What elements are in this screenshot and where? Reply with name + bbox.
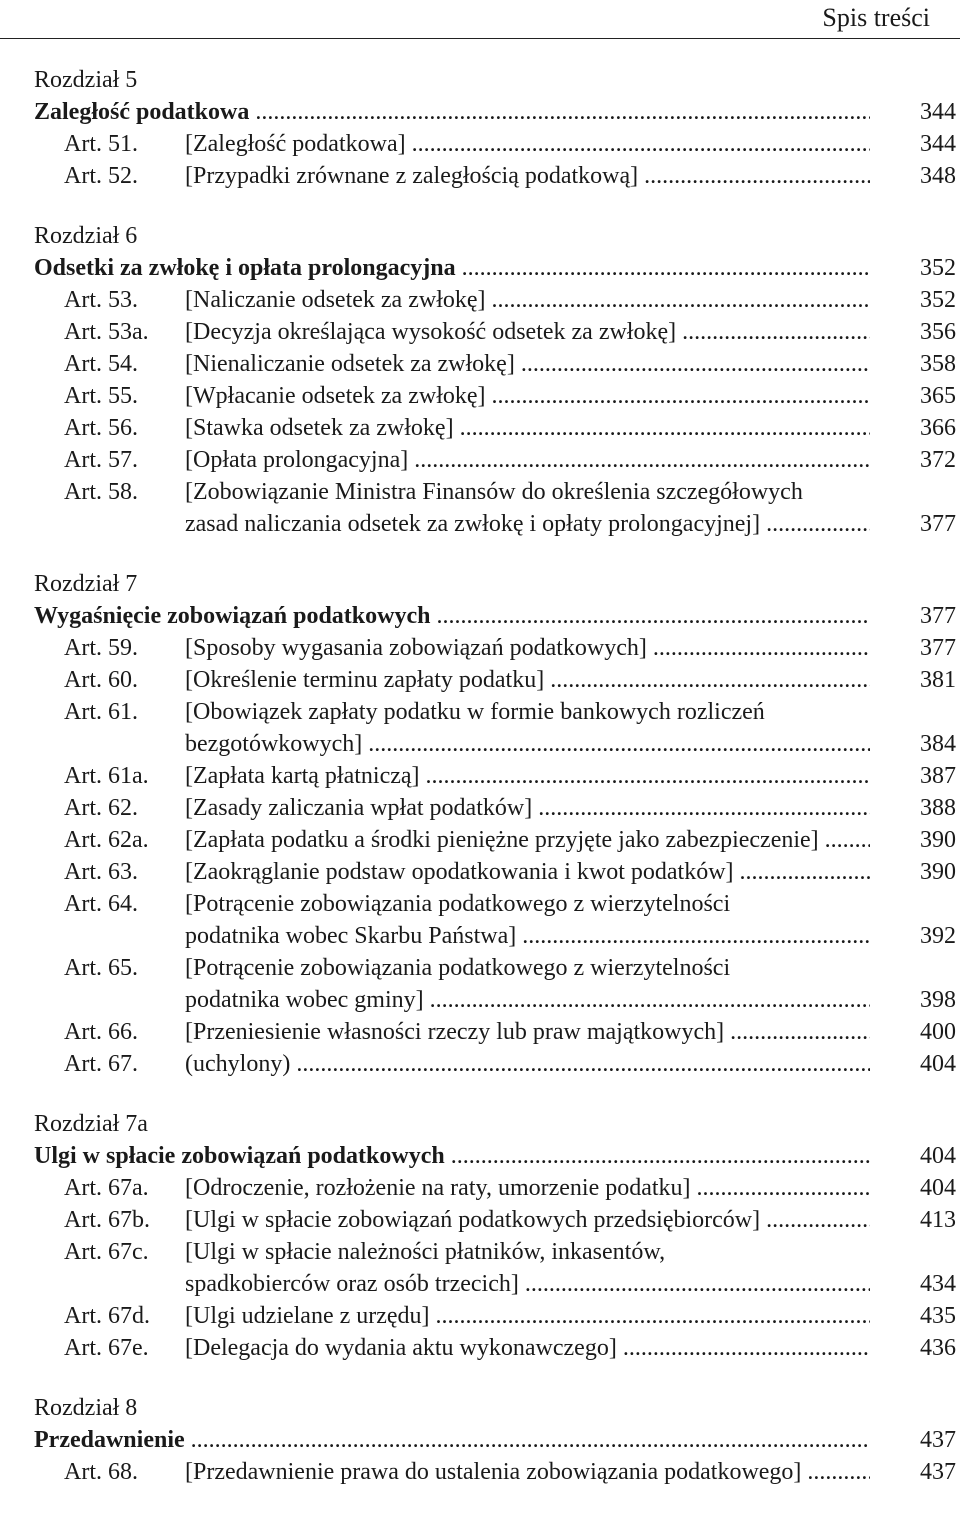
page-number: 344: [920, 131, 956, 157]
entry-line: [185, 1048, 870, 1080]
chapter-title-link[interactable]: [0, 252, 960, 284]
entry-line: [185, 664, 870, 696]
entry-line-text: spadkobierców oraz osób trzecich] .....: [185, 1268, 870, 1300]
toc-entry[interactable]: [0, 792, 960, 824]
entry-text: [34, 1140, 870, 1172]
entry-line: [185, 476, 870, 508]
entry-text: [185, 632, 870, 664]
page-number: 437: [920, 1459, 956, 1485]
toc-entry[interactable]: [0, 760, 960, 792]
entry-line-text: [Wpłacanie odsetek za zwłokę] .....: [185, 380, 870, 412]
page-number: 377: [920, 511, 956, 537]
article-number: Art. 67e.: [64, 1335, 149, 1361]
entry-text: [185, 824, 870, 856]
toc-entry[interactable]: [0, 632, 960, 664]
entry-line-text: [Opłata prolongacyjna] .....: [185, 444, 870, 476]
entry-text: [185, 664, 870, 696]
chapter-section: [0, 1108, 960, 1364]
entry-line: [185, 444, 870, 476]
page-number: 377: [920, 603, 956, 629]
toc-entry[interactable]: [0, 412, 960, 444]
toc-entry[interactable]: [0, 664, 960, 696]
toc-entry[interactable]: [0, 1016, 960, 1048]
entry-line: [185, 856, 870, 888]
toc-entry[interactable]: [0, 696, 960, 760]
article-number: Art. 61a.: [64, 763, 149, 789]
chapter-section: [0, 1392, 960, 1488]
article-number: Art. 58.: [64, 479, 138, 505]
entry-line: [185, 1268, 870, 1300]
entry-line: [34, 1140, 870, 1172]
entry-text: [185, 476, 870, 540]
page-number: 413: [920, 1207, 956, 1233]
article-number: Art. 52.: [64, 163, 138, 189]
entry-text: [185, 1456, 870, 1488]
article-number: Art. 64.: [64, 891, 138, 917]
table-of-contents: [0, 64, 960, 1516]
entry-line: [185, 1016, 870, 1048]
entry-line-text: [Potrącenie zobowiązania podatkowego z wierzytelności: [185, 891, 731, 917]
entry-text: [185, 128, 870, 160]
entry-line-text: [Delegacja do wydania aktu wykonawczego] .....: [185, 1332, 870, 1364]
page-number: 384: [920, 731, 956, 757]
article-number: Art. 67c.: [64, 1239, 149, 1265]
toc-entry[interactable]: [0, 1236, 960, 1300]
toc-entry[interactable]: [0, 952, 960, 1016]
page-number: 388: [920, 795, 956, 821]
entry-text: [185, 1048, 870, 1080]
entry-line: [185, 1236, 870, 1268]
entry-line: [185, 1456, 870, 1488]
page-number: 381: [920, 667, 956, 693]
chapter-label: Rozdział 8: [34, 1395, 138, 1421]
entry-line-text: Odsetki za zwłokę i opłata prolongacyjna .....: [34, 252, 870, 284]
page-number: 404: [920, 1175, 956, 1201]
chapter-label: Rozdział 6: [34, 223, 138, 249]
entry-line-text: [Obowiązek zapłaty podatku w formie bankowych rozliczeń: [185, 699, 765, 725]
entry-line-text: podatnika wobec gminy] .....: [185, 984, 870, 1016]
article-number: Art. 54.: [64, 351, 138, 377]
entry-line-text: Ulgi w spłacie zobowiązań podatkowych .....: [34, 1140, 870, 1172]
article-number: Art. 65.: [64, 955, 138, 981]
entry-line-text: Zaległość podatkowa .....: [34, 96, 870, 128]
entry-line: [185, 1172, 870, 1204]
article-number: Art. 66.: [64, 1019, 138, 1045]
entry-line: [185, 316, 870, 348]
page-header: [0, 0, 960, 39]
toc-entry[interactable]: [0, 444, 960, 476]
toc-entry[interactable]: [0, 1300, 960, 1332]
chapter-title-link[interactable]: [0, 96, 960, 128]
entry-line-text: [Stawka odsetek za zwłokę] .....: [185, 412, 870, 444]
chapter-section: [0, 568, 960, 1080]
entry-line-text: [Określenie terminu zapłaty podatku] .....: [185, 664, 870, 696]
entry-line-text: [Przeniesienie własności rzeczy lub praw majątkowych] .....: [185, 1016, 870, 1048]
chapter-title-link[interactable]: [0, 1140, 960, 1172]
page-number: 398: [920, 987, 956, 1013]
entry-line-text: [Zapłata kartą płatniczą] .....: [185, 760, 870, 792]
entry-text: [185, 1236, 870, 1300]
chapter-title-link[interactable]: [0, 1424, 960, 1456]
entry-text: [34, 96, 870, 128]
entry-line: [185, 160, 870, 192]
toc-entry[interactable]: [0, 1456, 960, 1488]
entry-line-text: [Ulgi udzielane z urzędu] .....: [185, 1300, 870, 1332]
article-number: Art. 51.: [64, 131, 138, 157]
page-header-title: Spis treści: [822, 3, 930, 32]
page-number: 436: [920, 1335, 956, 1361]
entry-line: [185, 1332, 870, 1364]
entry-line: [185, 284, 870, 316]
page-number: 390: [920, 827, 956, 853]
entry-line-text: [Przypadki zrównane z zaległością podatkową] .....: [185, 160, 870, 192]
entry-line: [34, 600, 870, 632]
entry-line-text: bezgotówkowych] .....: [185, 728, 870, 760]
page-number: 348: [920, 163, 956, 189]
page-number: 404: [920, 1143, 956, 1169]
entry-line-text: zasad naliczania odsetek za zwłokę i opłaty prolongacyjnej] .....: [185, 508, 870, 540]
entry-line: [34, 252, 870, 284]
entry-line: [185, 760, 870, 792]
page-number: 365: [920, 383, 956, 409]
entry-text: [185, 1016, 870, 1048]
article-number: Art. 56.: [64, 415, 138, 441]
page-number: 366: [920, 415, 956, 441]
article-number: Art. 67b.: [64, 1207, 150, 1233]
article-number: Art. 61.: [64, 699, 138, 725]
entry-line-text: [Ulgi w spłacie należności płatników, inkasentów,: [185, 1239, 666, 1265]
page-number: 352: [920, 287, 956, 313]
entry-line-text: [Ulgi w spłacie zobowiązań podatkowych przedsiębiorców] .....: [185, 1204, 870, 1236]
entry-text: [185, 412, 870, 444]
article-number: Art. 62a.: [64, 827, 149, 853]
page-number: 387: [920, 763, 956, 789]
entry-text: [185, 856, 870, 888]
page-number: 372: [920, 447, 956, 473]
entry-line-text: [Przedawnienie prawa do ustalenia zobowiązania podatkowego] .....: [185, 1456, 870, 1488]
entry-line-text: [Zaokrąglanie podstaw opodatkowania i kwot podatków] .....: [185, 856, 870, 888]
page-number: 377: [920, 635, 956, 661]
entry-line: [185, 728, 870, 760]
toc-entry[interactable]: [0, 160, 960, 192]
entry-line-text: [Decyzja określająca wysokość odsetek za zwłokę] .....: [185, 316, 870, 348]
entry-text: [185, 348, 870, 380]
entry-line: [185, 412, 870, 444]
entry-text: [185, 792, 870, 824]
entry-text: [185, 1300, 870, 1332]
entry-line-text: [Sposoby wygasania zobowiązań podatkowych] .....: [185, 632, 870, 664]
chapter-section: [0, 220, 960, 540]
toc-entry[interactable]: [0, 1172, 960, 1204]
toc-entry[interactable]: [0, 856, 960, 888]
page-number: 437: [920, 1427, 956, 1453]
entry-line: [185, 888, 870, 920]
entry-line-text: [Naliczanie odsetek za zwłokę] .....: [185, 284, 870, 316]
page-number: 435: [920, 1303, 956, 1329]
entry-line: [185, 1204, 870, 1236]
toc-entry[interactable]: [0, 316, 960, 348]
toc-entry[interactable]: [0, 888, 960, 952]
entry-text: [185, 1172, 870, 1204]
page-number: 352: [920, 255, 956, 281]
article-number: Art. 67.: [64, 1051, 138, 1077]
entry-line-text: podatnika wobec Skarbu Państwa] .....: [185, 920, 870, 952]
article-number: Art. 63.: [64, 859, 138, 885]
entry-line-text: Przedawnienie .....: [34, 1424, 870, 1456]
entry-text: [185, 952, 870, 1016]
page-number: 356: [920, 319, 956, 345]
toc-entry[interactable]: [0, 824, 960, 856]
chapter-section: [0, 64, 960, 192]
article-number: Art. 53a.: [64, 319, 149, 345]
entry-line: [185, 984, 870, 1016]
entry-line: [185, 632, 870, 664]
entry-line-text: [Zaległość podatkowa] .....: [185, 128, 870, 160]
entry-line-text: [Zasady zaliczania wpłat podatków] .....: [185, 792, 870, 824]
entry-text: [185, 888, 870, 952]
article-number: Art. 60.: [64, 667, 138, 693]
chapter-label: Rozdział 7a: [34, 1111, 148, 1137]
entry-line: [185, 920, 870, 952]
article-number: Art. 53.: [64, 287, 138, 313]
page-number: 390: [920, 859, 956, 885]
toc-entry[interactable]: [0, 128, 960, 160]
entry-text: [34, 1424, 870, 1456]
toc-entry[interactable]: [0, 380, 960, 412]
entry-line-text: [Odroczenie, rozłożenie na raty, umorzenie podatku] .....: [185, 1172, 870, 1204]
article-number: Art. 68.: [64, 1459, 138, 1485]
entry-line-text: [Zobowiązanie Ministra Finansów do określenia szczegółowych: [185, 479, 803, 505]
entry-line: [185, 508, 870, 540]
entry-text: [34, 600, 870, 632]
chapter-label: Rozdział 5: [34, 67, 138, 93]
page-number: 358: [920, 351, 956, 377]
chapter-title-link[interactable]: [0, 600, 960, 632]
entry-line: [34, 1424, 870, 1456]
entry-text: [185, 1332, 870, 1364]
entry-line: [185, 348, 870, 380]
entry-text: [185, 316, 870, 348]
entry-line: [185, 1300, 870, 1332]
entry-line-text: Wygaśnięcie zobowiązań podatkowych .....: [34, 600, 870, 632]
entry-line: [185, 792, 870, 824]
page-number: 400: [920, 1019, 956, 1045]
entry-line: [185, 380, 870, 412]
toc-entry[interactable]: [0, 284, 960, 316]
toc-entry[interactable]: [0, 1332, 960, 1364]
entry-line: [185, 696, 870, 728]
entry-line-text: [Nienaliczanie odsetek za zwłokę] .....: [185, 348, 870, 380]
toc-entry[interactable]: [0, 1048, 960, 1080]
toc-entry[interactable]: [0, 1204, 960, 1236]
article-number: Art. 62.: [64, 795, 138, 821]
page-number: 434: [920, 1271, 956, 1297]
article-number: Art. 67d.: [64, 1303, 150, 1329]
entry-line: [185, 824, 870, 856]
entry-line: [185, 128, 870, 160]
entry-line-text: [Zapłata podatku a środki pieniężne przyjęte jako zabezpieczenie] .....: [185, 824, 870, 856]
entry-text: [185, 1204, 870, 1236]
article-number: Art. 67a.: [64, 1175, 149, 1201]
entry-line: [185, 952, 870, 984]
entry-text: [185, 284, 870, 316]
entry-line-text: (uchylony) .....: [185, 1048, 870, 1080]
toc-entry[interactable]: [0, 348, 960, 380]
entry-text: [185, 380, 870, 412]
entry-text: [185, 696, 870, 760]
page-number: 392: [920, 923, 956, 949]
page-number: 344: [920, 99, 956, 125]
article-number: Art. 59.: [64, 635, 138, 661]
entry-text: [185, 760, 870, 792]
article-number: Art. 57.: [64, 447, 138, 473]
chapter-label: Rozdział 7: [34, 571, 138, 597]
entry-text: [185, 444, 870, 476]
entry-line: [34, 96, 870, 128]
page-number: 404: [920, 1051, 956, 1077]
entry-line-text: [Potrącenie zobowiązania podatkowego z wierzytelności: [185, 955, 731, 981]
entry-text: [34, 252, 870, 284]
entry-text: [185, 160, 870, 192]
toc-entry[interactable]: [0, 476, 960, 540]
article-number: Art. 55.: [64, 383, 138, 409]
